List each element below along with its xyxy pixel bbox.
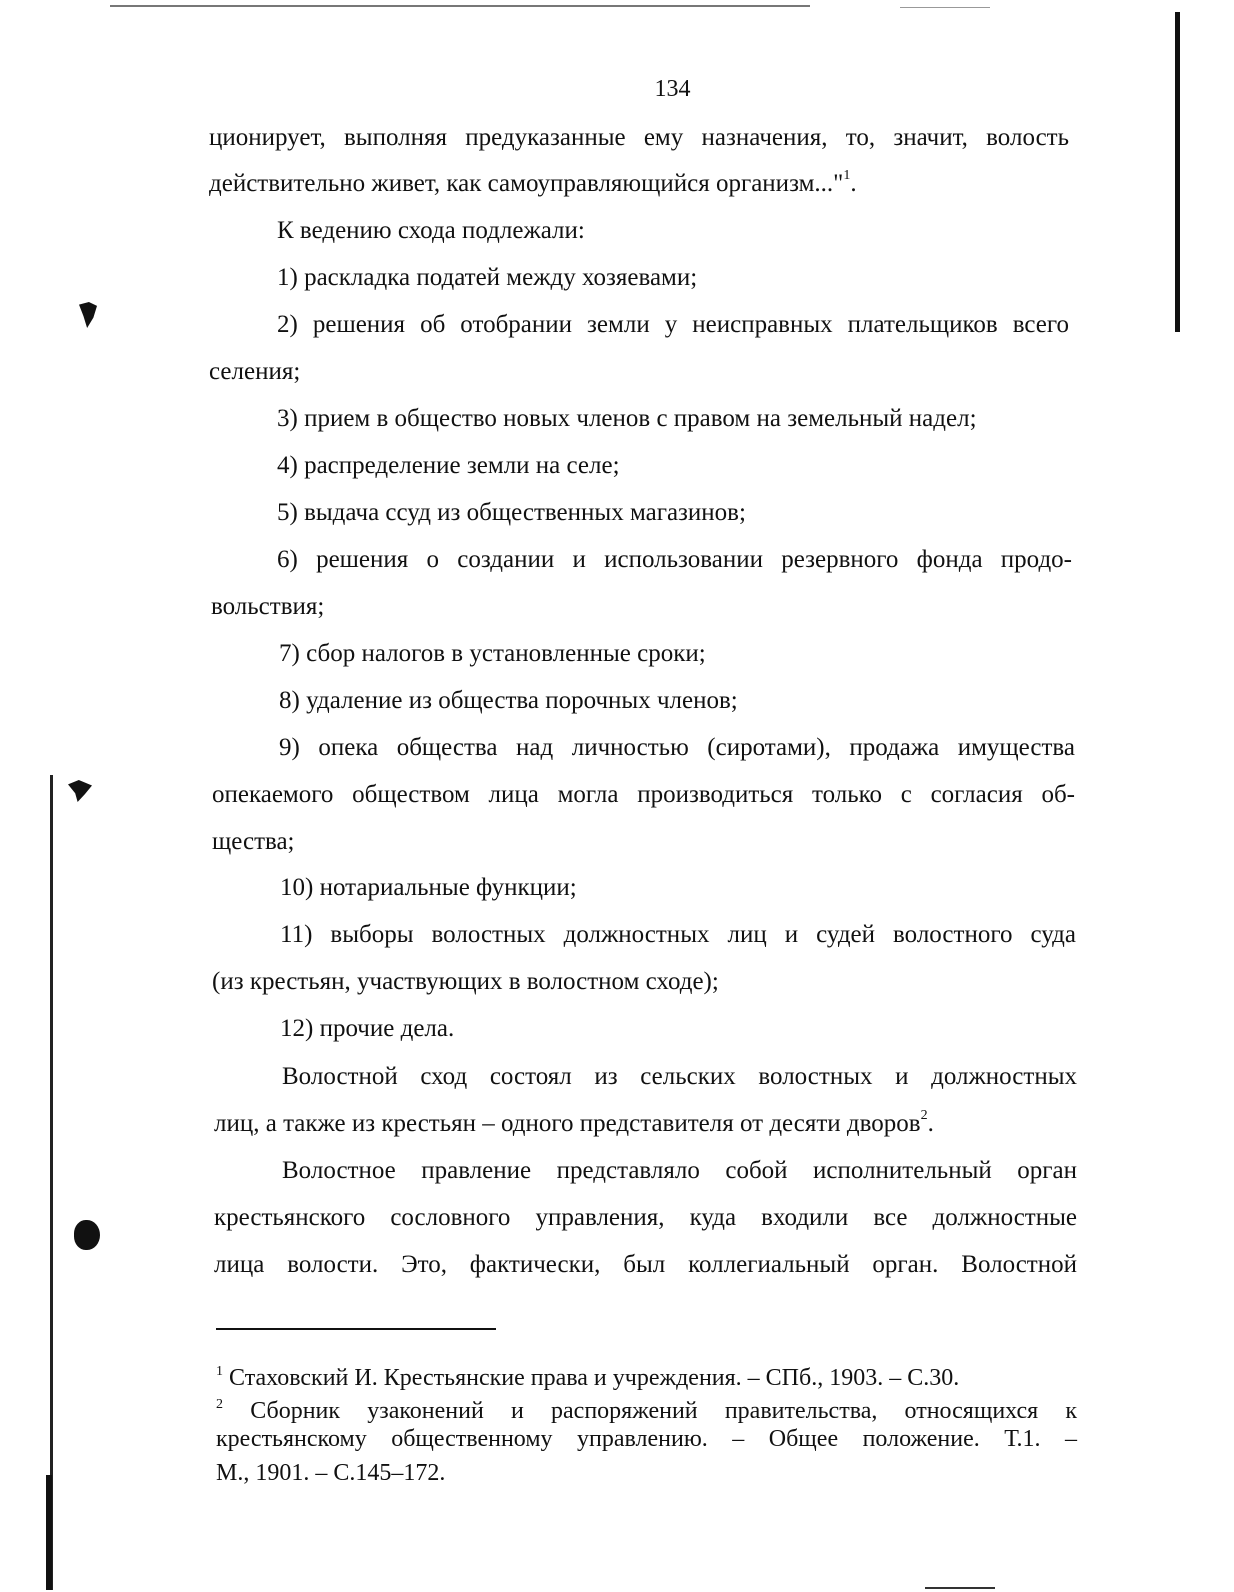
scan-edge-left bbox=[50, 775, 53, 1590]
paragraph-line: крестьянского сословного управления, куда входили все должностные bbox=[214, 1204, 1077, 1231]
scan-edge-bottom bbox=[925, 1587, 995, 1589]
footnote-ref: 1 bbox=[843, 168, 851, 183]
scan-edge-top-right bbox=[900, 7, 990, 8]
text-line: щества; bbox=[212, 828, 295, 855]
page-number: 134 bbox=[654, 76, 691, 102]
list-item: 3) прием в общество новых членов с правом на земельный надел; bbox=[277, 405, 977, 432]
footnote-text: Сборник узаконений и распоряжений правительства, относящихся к bbox=[250, 1398, 1078, 1424]
list-item: 9) опека общества над личностью (сиротами), продажа имущества bbox=[279, 734, 1075, 761]
punch-hole-mark bbox=[79, 302, 97, 328]
list-item: 1) раскладка податей между хозяевами; bbox=[277, 264, 698, 291]
text-line: (из крестьян, участвующих в волостном сходе); bbox=[212, 968, 719, 995]
list-item: 12) прочие дела. bbox=[280, 1015, 455, 1042]
text-line: К ведению схода подлежали: bbox=[277, 217, 585, 244]
paragraph-line: Волостное правление представляло собой исполнительный орган bbox=[282, 1157, 1077, 1184]
footnote-2 bbox=[216, 1390, 1077, 1426]
punctuation: . bbox=[850, 170, 857, 197]
scan-edge-left-bottom bbox=[46, 1475, 52, 1590]
paragraph-line: лица волости. Это, фактически, был коллегиальный орган. Волостной bbox=[214, 1251, 1077, 1278]
text-line: селения; bbox=[209, 358, 301, 385]
paragraph-line bbox=[214, 1109, 934, 1139]
footnote-ref: 2 bbox=[920, 1108, 928, 1123]
list-item: 7) сбор налогов в установленные сроки; bbox=[279, 640, 706, 667]
punch-hole-mark bbox=[68, 780, 92, 802]
list-item: 4) распределение земли на селе; bbox=[277, 452, 620, 479]
scan-edge-top bbox=[110, 5, 810, 7]
footnote-number: 2 bbox=[216, 1397, 223, 1412]
footnote-number: 1 bbox=[216, 1364, 223, 1379]
list-item: 2) решения об отобрании земли у неисправных плательщиков всего bbox=[277, 311, 1069, 338]
text-line bbox=[209, 169, 857, 199]
text-line: вольствия; bbox=[211, 593, 325, 620]
punctuation: . bbox=[927, 1110, 934, 1137]
list-item: 6) решения о создании и использовании резервного фонда продо- bbox=[277, 546, 1072, 573]
list-item: 10) нотариальные функции; bbox=[280, 874, 577, 901]
list-item: 5) выдача ссуд из общественных магазинов; bbox=[277, 499, 746, 526]
scan-edge-right bbox=[1175, 12, 1180, 332]
footnote-1 bbox=[216, 1357, 959, 1393]
footnote-text-line: М., 1901. – С.145–172. bbox=[216, 1460, 446, 1486]
text-line: опекаемого обществом лица могла производиться только с согласия об- bbox=[212, 781, 1075, 808]
punch-hole-mark bbox=[74, 1220, 100, 1250]
footnote-separator bbox=[216, 1328, 496, 1330]
text-line-content: лиц, а также из крестьян – одного представителя от десяти дворов bbox=[214, 1110, 921, 1137]
text-line: ционирует, выполняя предуказанные ему назначения, то, значит, волость bbox=[209, 124, 1069, 151]
paragraph-line: Волостной сход состоял из сельских волостных и должностных bbox=[282, 1063, 1077, 1090]
footnote-text: Стаховский И. Крестьянские права и учреждения. – СПб., 1903. – С.30. bbox=[229, 1365, 960, 1391]
footnote-text-line: крестьянскому общественному управлению. – Общее положение. Т.1. – bbox=[216, 1426, 1077, 1452]
list-item: 11) выборы волостных должностных лиц и судей волостного суда bbox=[280, 921, 1076, 948]
list-item: 8) удаление из общества порочных членов; bbox=[279, 687, 738, 714]
text-line-content: действительно живет, как самоуправляющийся организм..." bbox=[209, 170, 844, 197]
